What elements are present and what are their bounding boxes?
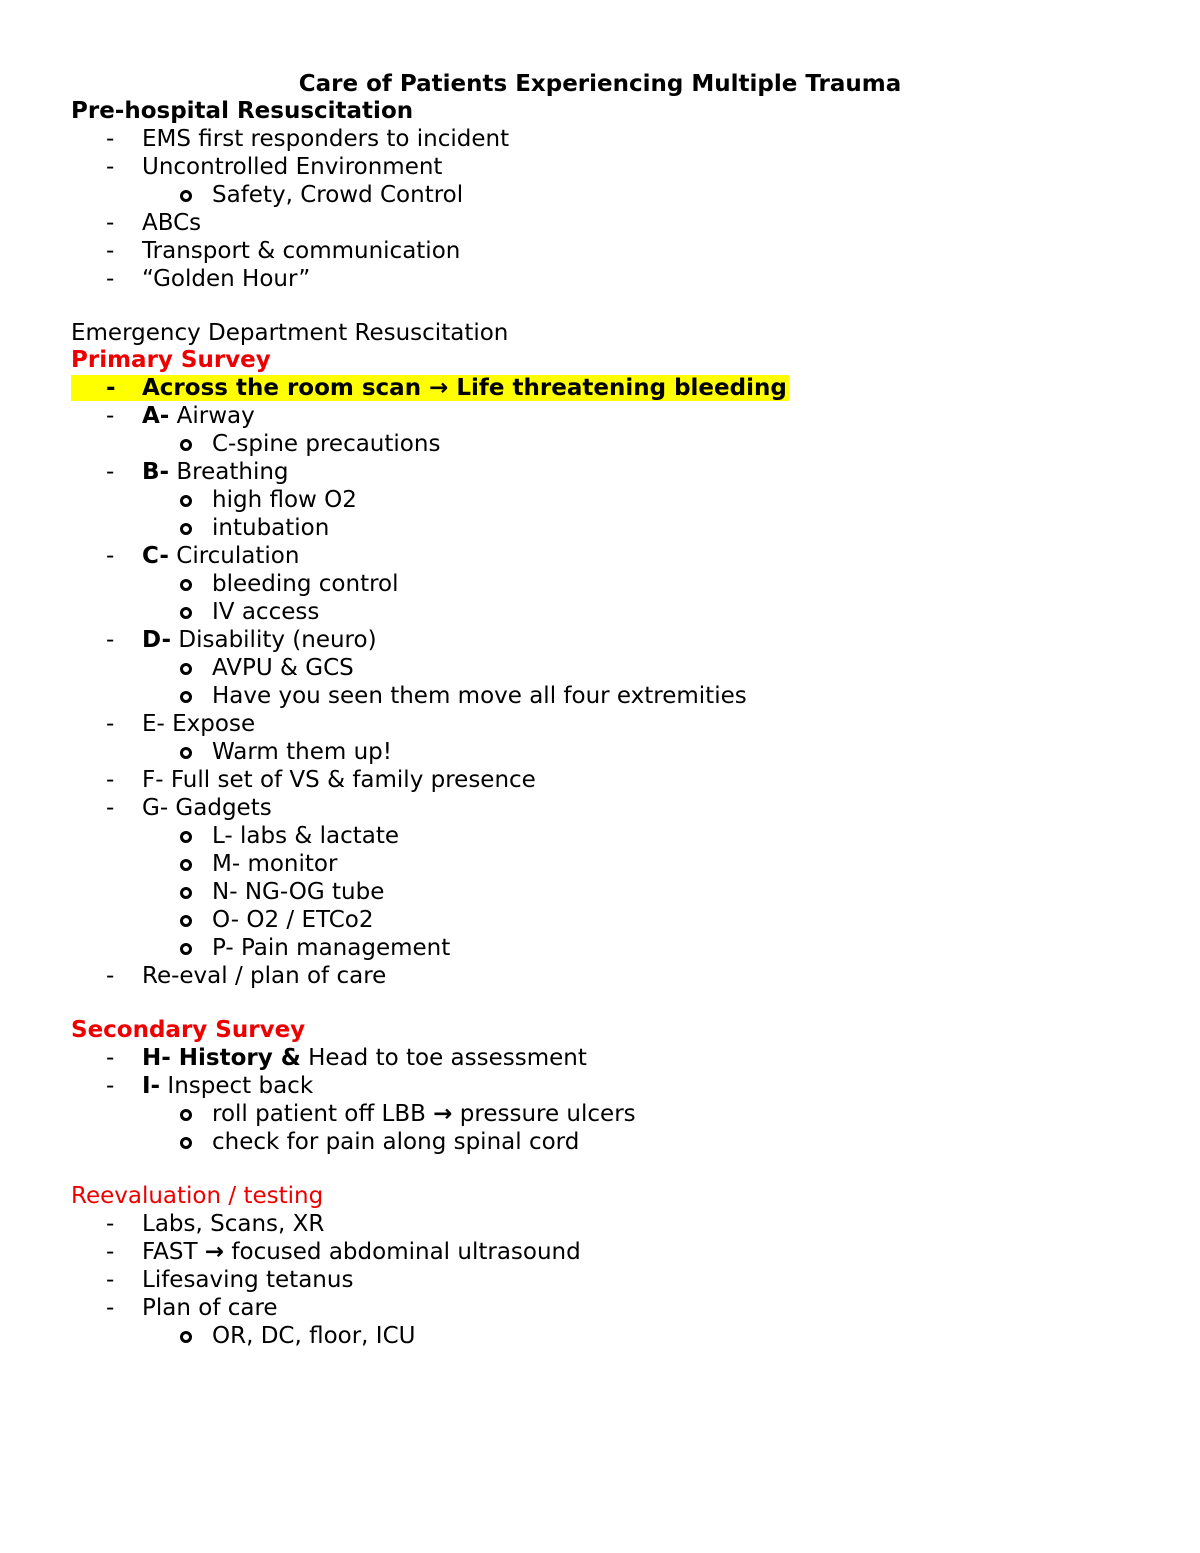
dash-bullet-icon: -: [106, 767, 115, 793]
hollow-circle-bullet-icon: [180, 663, 192, 675]
list-item-inspect-back: [71, 1072, 1131, 1100]
list-item-airway: [71, 402, 1131, 430]
sub-list-item-text: O- O2 / ETCo2: [212, 907, 374, 933]
list-item-text: Plan of care: [142, 1295, 278, 1321]
sub-list-item-text: Safety, Crowd Control: [212, 182, 464, 208]
sub-list-item-text: IV access: [212, 599, 320, 625]
list-item-text: F- Full set of VS & family presence: [142, 767, 536, 793]
hollow-circle-bullet-icon: [180, 523, 192, 535]
dash-bullet-icon: -: [106, 459, 115, 485]
sub-list-item-text: pressure ulcers: [452, 1101, 636, 1127]
letter-label: A-: [142, 403, 170, 429]
highlight-band: [71, 375, 789, 401]
dash-bullet-icon: -: [106, 795, 115, 821]
sub-list-item-text: C-spine precautions: [212, 431, 441, 457]
hollow-circle-bullet-icon: [180, 887, 192, 899]
sub-list-item-text: bleeding control: [212, 571, 399, 597]
sub-list-item-text: M- monitor: [212, 851, 338, 877]
sub-list-item: [71, 430, 1131, 458]
list-item-text: “Golden Hour”: [142, 266, 311, 292]
blank-line: [71, 293, 1131, 320]
list-item-text: Lifesaving tetanus: [142, 1267, 354, 1293]
sub-list-item: [71, 682, 1131, 710]
dash-bullet-icon: -: [106, 1239, 115, 1265]
sub-list-item-text: high flow O2: [212, 487, 357, 513]
hollow-circle-bullet-icon: [180, 1331, 192, 1343]
sub-list-item: [71, 654, 1131, 682]
sub-list-item: [71, 878, 1131, 906]
list-item-reeval: [71, 962, 1131, 990]
list-item: [71, 265, 1131, 293]
list-item: [71, 1210, 1131, 1238]
list-item-circulation: [71, 542, 1131, 570]
letter-label: H- History &: [142, 1045, 301, 1071]
sub-list-item-text: AVPU & GCS: [212, 655, 354, 681]
hollow-circle-bullet-icon: [180, 1109, 192, 1121]
list-item-text: Labs, Scans, XR: [142, 1211, 325, 1237]
dash-bullet-icon: -: [106, 126, 115, 152]
sub-list-item-text: Have you seen them move all four extremities: [212, 683, 747, 709]
sub-list-item-text: P- Pain management: [212, 935, 451, 961]
hollow-circle-bullet-icon: [180, 495, 192, 507]
highlighted-list-item: [71, 374, 1131, 402]
list-item-text: FAST: [142, 1239, 205, 1265]
list-item-expose: [71, 710, 1131, 738]
letter-label: D-: [142, 627, 172, 653]
list-item-text: ABCs: [142, 210, 202, 236]
dash-bullet-icon: -: [106, 1211, 115, 1237]
right-arrow-icon: →: [429, 375, 449, 401]
list-item-text: G- Gadgets: [142, 795, 272, 821]
sub-list-item: [71, 514, 1131, 542]
primary-survey-heading: Primary Survey: [71, 347, 271, 373]
list-item-history: [71, 1044, 1131, 1072]
dash-bullet-icon: -: [106, 1295, 115, 1321]
hollow-circle-bullet-icon: [180, 190, 192, 202]
dash-bullet-icon: -: [106, 238, 115, 264]
hollow-circle-bullet-icon: [180, 691, 192, 703]
highlight-text-right: Life threatening bleeding: [448, 375, 787, 401]
list-item: [71, 237, 1131, 265]
sub-list-item: [71, 570, 1131, 598]
list-item-text: EMS first responders to incident: [142, 126, 510, 152]
sub-list-item-text: OR, DC, floor, ICU: [212, 1323, 416, 1349]
sub-list-item: [71, 181, 1131, 209]
list-item-text: Airway: [169, 403, 255, 429]
sub-list-item-text: intubation: [212, 515, 330, 541]
list-item-text: Transport & communication: [142, 238, 461, 264]
hollow-circle-bullet-icon: [180, 439, 192, 451]
list-item-text: focused abdominal ultrasound: [224, 1239, 581, 1265]
sub-list-item: [71, 850, 1131, 878]
hollow-circle-bullet-icon: [180, 915, 192, 927]
hollow-circle-bullet-icon: [180, 943, 192, 955]
dash-bullet-icon: -: [106, 1045, 115, 1071]
sub-list-item-text: check for pain along spinal cord: [212, 1129, 580, 1155]
blank-line: [71, 990, 1131, 1017]
dash-bullet-icon: -: [106, 1073, 115, 1099]
list-item-text: Re-eval / plan of care: [142, 963, 387, 989]
dash-bullet-icon: -: [106, 1267, 115, 1293]
sub-list-item-text: roll patient off LBB: [212, 1101, 434, 1127]
hollow-circle-bullet-icon: [180, 1137, 192, 1149]
page-title: Care of Patients Experiencing Multiple Trauma: [298, 71, 902, 97]
list-item-breathing: [71, 458, 1131, 486]
letter-label: I-: [142, 1073, 161, 1099]
dash-bullet-icon: -: [106, 711, 115, 737]
list-item-text: Circulation: [168, 543, 300, 569]
dash-bullet-icon: -: [106, 375, 116, 401]
list-item: [71, 1266, 1131, 1294]
hollow-circle-bullet-icon: [180, 859, 192, 871]
list-item-disability: [71, 626, 1131, 654]
sub-list-item: [71, 598, 1131, 626]
list-item-text: Inspect back: [160, 1073, 314, 1099]
dash-bullet-icon: -: [106, 963, 115, 989]
sub-list-item-text: L- labs & lactate: [212, 823, 400, 849]
right-arrow-icon: →: [433, 1101, 453, 1127]
dash-bullet-icon: -: [106, 154, 115, 180]
ed-heading: Emergency Department Resuscitation: [71, 320, 509, 346]
letter-label: C-: [142, 543, 169, 569]
dash-bullet-icon: -: [106, 543, 115, 569]
list-item: [71, 1238, 1131, 1266]
sub-list-item: [71, 1100, 1131, 1128]
hollow-circle-bullet-icon: [180, 831, 192, 843]
secondary-survey-heading: Secondary Survey: [71, 1017, 306, 1043]
list-item-text: Disability (neuro): [171, 627, 377, 653]
sub-list-item: [71, 934, 1131, 962]
list-item-gadgets: [71, 794, 1131, 822]
hollow-circle-bullet-icon: [180, 747, 192, 759]
blank-line: [71, 1156, 1131, 1183]
hollow-circle-bullet-icon: [180, 607, 192, 619]
hollow-circle-bullet-icon: [180, 579, 192, 591]
sub-list-item: [71, 1322, 1131, 1350]
letter-label: B-: [142, 459, 170, 485]
sub-list-item-text: Warm them up!: [212, 739, 392, 765]
list-item-text: Breathing: [169, 459, 289, 485]
dash-bullet-icon: -: [106, 627, 115, 653]
highlight-text-left: Across the room scan: [142, 375, 430, 401]
sub-list-item: [71, 906, 1131, 934]
sub-list-item: [71, 486, 1131, 514]
document-page: [71, 70, 1131, 1350]
sub-list-item: [71, 822, 1131, 850]
sub-list-item-text: N- NG-OG tube: [212, 879, 385, 905]
list-item-text: Head to toe assessment: [300, 1045, 587, 1071]
list-item-full-set: [71, 766, 1131, 794]
prehospital-heading: Pre-hospital Resuscitation: [71, 98, 414, 124]
right-arrow-icon: →: [204, 1239, 225, 1265]
list-item-text: E- Expose: [142, 711, 256, 737]
list-item: [71, 125, 1131, 153]
dash-bullet-icon: -: [106, 403, 115, 429]
sub-list-item: [71, 738, 1131, 766]
list-item: [71, 153, 1131, 181]
dash-bullet-icon: -: [106, 266, 115, 292]
list-item: [71, 209, 1131, 237]
list-item: [71, 1294, 1131, 1322]
list-item-text: Uncontrolled Environment: [142, 154, 443, 180]
reevaluation-heading: Reevaluation / testing: [71, 1183, 324, 1209]
dash-bullet-icon: -: [106, 210, 115, 236]
sub-list-item: [71, 1128, 1131, 1156]
